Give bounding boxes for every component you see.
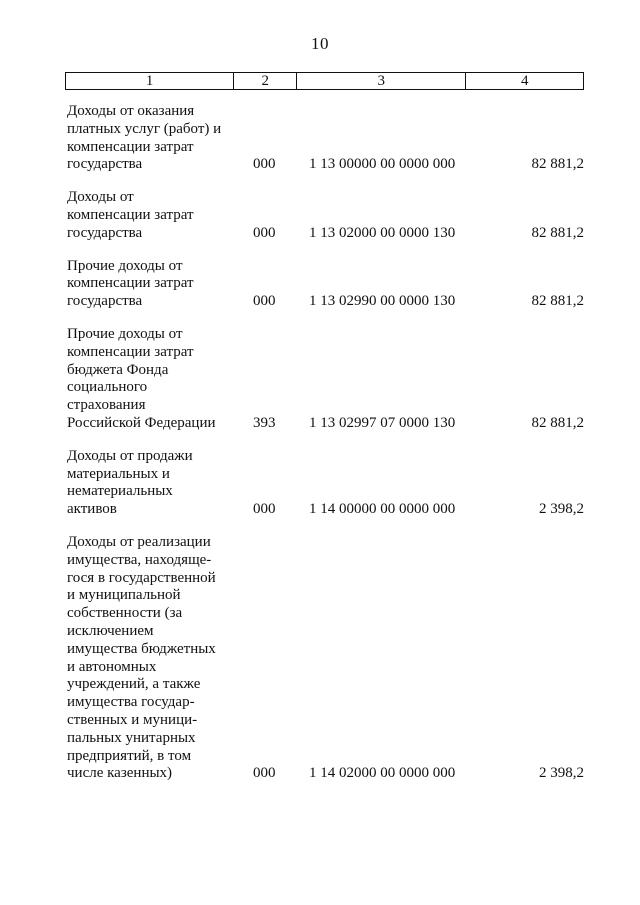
admin-code: 000 bbox=[253, 224, 276, 241]
income-name-line: имущества государ- bbox=[67, 694, 195, 711]
header-col-3: 3 bbox=[297, 73, 466, 89]
income-name-line: бюджета Фонда bbox=[67, 361, 169, 378]
income-name-line: ственных и муници- bbox=[67, 711, 198, 728]
income-name-line: имущества, находяще- bbox=[67, 551, 212, 568]
income-name-line: исключением bbox=[67, 622, 154, 639]
income-name-line: государства bbox=[67, 224, 143, 241]
income-name-line: пальных унитарных bbox=[67, 729, 196, 746]
kbk-code: 1 13 02000 00 0000 130 bbox=[309, 224, 456, 241]
admin-code: 000 bbox=[253, 156, 276, 173]
income-name-line: нематериальных bbox=[67, 483, 173, 500]
admin-code: 393 bbox=[253, 414, 276, 431]
header-col-2: 2 bbox=[234, 73, 297, 89]
admin-code: 000 bbox=[253, 765, 276, 782]
amount: 82 881,2 bbox=[531, 293, 584, 310]
kbk-code: 1 14 00000 00 0000 000 bbox=[309, 501, 456, 518]
income-name-line: компенсации затрат bbox=[67, 275, 194, 292]
income-name-line: гося в государственной bbox=[67, 569, 216, 586]
income-name-line: страхования bbox=[67, 397, 146, 414]
income-name-line: предприятий, в том bbox=[67, 747, 192, 764]
income-name-line: Доходы от реализации bbox=[67, 533, 211, 550]
table-body bbox=[67, 103, 587, 798]
admin-code: 000 bbox=[253, 293, 276, 310]
income-name-line: компенсации затрат bbox=[67, 343, 194, 360]
kbk-code: 1 13 00000 00 0000 000 bbox=[309, 156, 456, 173]
income-name-line: собственности (за bbox=[67, 605, 183, 622]
income-name bbox=[67, 189, 232, 242]
admin-code: 000 bbox=[253, 501, 276, 518]
income-name-line: Прочие доходы от bbox=[67, 325, 183, 342]
kbk-code: 1 13 02990 00 0000 130 bbox=[309, 293, 456, 310]
header-col-1: 1 bbox=[66, 73, 234, 89]
income-name-line: социального bbox=[67, 379, 148, 396]
table-header bbox=[65, 72, 584, 90]
income-name-line: Прочие доходы от bbox=[67, 257, 183, 274]
income-name-line: компенсации затрат bbox=[67, 138, 194, 155]
income-name-line: активов bbox=[67, 501, 117, 518]
income-name-line: и автономных bbox=[67, 658, 157, 675]
kbk-code: 1 14 02000 00 0000 000 bbox=[309, 765, 456, 782]
table-row bbox=[67, 326, 587, 433]
amount: 2 398,2 bbox=[539, 765, 584, 782]
header-col-4: 4 bbox=[520, 73, 529, 89]
income-name bbox=[67, 448, 232, 519]
table-row bbox=[67, 534, 587, 783]
income-name-line: и муниципальной bbox=[67, 587, 181, 604]
table-row bbox=[67, 189, 587, 242]
income-name-line: государства bbox=[67, 293, 143, 310]
amount: 82 881,2 bbox=[531, 414, 584, 431]
income-name-line: компенсации затрат bbox=[67, 206, 194, 223]
income-name bbox=[67, 326, 232, 433]
table-row bbox=[67, 258, 587, 311]
kbk-code: 1 13 02997 07 0000 130 bbox=[309, 414, 456, 431]
table-row bbox=[67, 448, 587, 519]
amount: 82 881,2 bbox=[531, 156, 584, 173]
income-name-line: числе казенных) bbox=[67, 765, 173, 782]
income-name-line: имущества бюджетных bbox=[67, 640, 216, 657]
income-name-line: Доходы от продажи bbox=[67, 447, 193, 464]
income-name bbox=[67, 534, 232, 783]
income-name-line: Российской Федерации bbox=[67, 414, 216, 431]
income-name-line: материальных и bbox=[67, 465, 170, 482]
amount: 82 881,2 bbox=[531, 224, 584, 241]
income-name-line: государства bbox=[67, 156, 143, 173]
income-name-line: учреждений, а также bbox=[67, 676, 201, 693]
income-name-line: платных услуг (работ) и bbox=[67, 120, 222, 137]
income-name bbox=[67, 103, 232, 174]
page-number: 10 bbox=[311, 34, 329, 53]
income-name-line: Доходы от оказания bbox=[67, 103, 195, 119]
table-row bbox=[67, 103, 587, 174]
income-name bbox=[67, 258, 232, 311]
amount: 2 398,2 bbox=[539, 501, 584, 518]
income-name-line: Доходы от bbox=[67, 189, 134, 206]
